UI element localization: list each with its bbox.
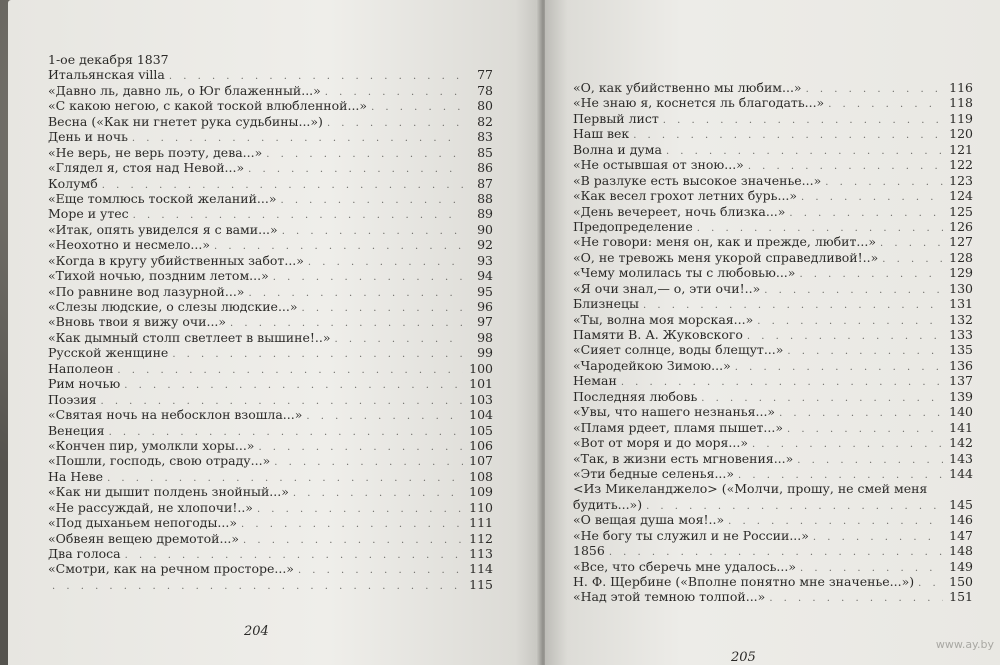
toc-entry-page: 109: [469, 484, 493, 500]
toc-entry-title: Наполеон: [48, 360, 114, 376]
toc-leader-dots: [298, 563, 463, 578]
toc-entry: [573, 204, 973, 219]
toc-leader-dots: [248, 162, 463, 177]
toc-entry-title: «Так, в жизни есть мгновения...»: [573, 450, 794, 466]
toc-entry: [48, 237, 493, 252]
toc-entry: [48, 284, 493, 299]
toc-entry-page: 145: [949, 496, 973, 512]
toc-leader-dots: [334, 332, 463, 347]
toc-entry: [573, 481, 973, 496]
toc-entry: [48, 438, 493, 453]
toc-entry: [48, 67, 493, 82]
toc-entry-title: Русской женщине: [48, 345, 169, 361]
toc-entry-page: 97: [477, 314, 493, 330]
right-page-number: 205: [731, 650, 756, 665]
toc-entry-title: «Итак, опять увиделся я с вами...»: [48, 221, 278, 237]
toc-entry: [573, 342, 973, 357]
toc-entry-title: Неман: [573, 373, 617, 389]
toc-entry: [48, 330, 493, 345]
toc-entry: [573, 188, 973, 203]
toc-entry: [48, 561, 493, 576]
toc-entry-title: «Пламя рдеет, пламя пышет...»: [573, 419, 783, 435]
toc-entry: [48, 160, 493, 175]
toc-leader-dots: [787, 344, 943, 359]
toc-leader-dots: [797, 453, 943, 468]
toc-entry-title: «Не богу ты служил и не России...»: [573, 527, 809, 543]
toc-leader-dots: [769, 591, 943, 606]
toc-entry-page: 132: [949, 311, 973, 327]
toc-entry-page: 141: [949, 419, 973, 435]
toc-entry-page: 120: [949, 126, 973, 142]
toc-leader-dots: [880, 236, 943, 251]
toc-entry: [573, 435, 973, 450]
toc-leader-dots: [757, 314, 943, 329]
toc-entry-page: 127: [949, 234, 973, 250]
toc-entry-page: 118: [949, 95, 973, 111]
toc-entry: [573, 404, 973, 419]
toc-entry-page: 108: [469, 468, 493, 484]
toc-entry-title: Колумб: [48, 175, 98, 191]
toc-entry-page: 83: [477, 129, 493, 145]
toc-entry: [48, 191, 493, 206]
toc-entry: [48, 83, 493, 98]
watermark: www.ay.by: [935, 638, 994, 651]
toc-leader-dots: [273, 270, 463, 285]
toc-entry-title: Весна («Как ни гнетет рука судьбины...»): [48, 113, 323, 129]
right-page: [545, 0, 1000, 665]
toc-entry-page: 104: [469, 407, 493, 423]
toc-leader-dots: [293, 486, 463, 501]
toc-entry-title: Венеция: [48, 422, 105, 438]
toc-entry-title: На Неве: [48, 468, 104, 484]
toc-entry-page: 115: [469, 576, 493, 592]
toc-leader-dots: [243, 533, 463, 548]
toc-entry-title: «Не верь, не верь поэту, дева...»: [48, 144, 263, 160]
toc-leader-dots: [117, 363, 463, 378]
toc-entry-page: 99: [477, 345, 493, 361]
toc-entry-title: «Чародейкою Зимою...»: [573, 357, 731, 373]
toc-entry-title: Близнецы: [573, 296, 639, 312]
toc-entry-page: 111: [469, 515, 493, 531]
toc-entry: [573, 327, 973, 342]
toc-entry-title: «Как дымный столп светлеет в вышине!..»: [48, 329, 331, 345]
toc-entry: [48, 515, 493, 530]
toc-entry-title: «Тихой ночью, поздним летом...»: [48, 268, 269, 284]
toc-entry-page: 80: [477, 98, 493, 114]
toc-entry-title: «Увы, что нашего незнанья...»: [573, 404, 776, 420]
toc-entry: [48, 253, 493, 268]
toc-leader-dots: [302, 301, 463, 316]
toc-entry: [48, 52, 493, 67]
toc-entry-page: 128: [949, 249, 973, 265]
toc-leader-dots: [282, 224, 463, 239]
toc-leader-dots: [918, 576, 943, 591]
toc-entry: [48, 407, 493, 422]
toc-entry-title: «С какою негою, с какой тоской влюбленной...»: [48, 98, 368, 114]
toc-entry-page: 147: [949, 527, 973, 543]
toc-entry-page: 126: [949, 218, 973, 234]
toc-entry-title: «Пошли, господь, свою отраду...»: [48, 453, 271, 469]
toc-leader-dots: [806, 82, 943, 97]
toc-entry-page: 140: [949, 404, 973, 420]
toc-entry: [573, 420, 973, 435]
toc-entry: [48, 268, 493, 283]
toc-entry-title: «Как ни дышит полдень знойный...»: [48, 484, 289, 500]
toc-entry-page: 146: [949, 512, 973, 528]
toc-entry-page: 103: [469, 391, 493, 407]
toc-entry-page: 93: [477, 252, 493, 268]
toc-leader-dots: [266, 147, 463, 162]
toc-entry-title: «Не говори: меня он, как и прежде, любит...»: [573, 234, 876, 250]
toc-entry-page: 87: [477, 175, 493, 191]
toc-entry-title: «Вот от моря и до моря...»: [573, 435, 748, 451]
toc-entry: [48, 98, 493, 113]
toc-entry-title: Итальянская villa: [48, 67, 165, 83]
toc-entry-title: «О, не тревожь меня укорой справедливой!..»: [573, 249, 879, 265]
toc-entry: [573, 111, 973, 126]
toc-entry-page: 92: [477, 237, 493, 253]
toc-entry-title: «Эти бедные селенья...»: [573, 465, 735, 481]
toc-entry-title: «В разлуке есть высокое значенье...»: [573, 172, 822, 188]
toc-entry: [573, 589, 973, 604]
toc-entry: [573, 543, 973, 558]
toc-entry-page: 116: [949, 80, 973, 95]
toc-entry: [573, 80, 973, 95]
toc-entry-title: Первый лист: [573, 110, 659, 126]
toc-entry: [573, 281, 973, 296]
toc-entry: [48, 222, 493, 237]
toc-entry-title: «Давно ль, давно ль, о Юг блаженный...»: [48, 82, 321, 98]
toc-entry-page: 88: [477, 190, 493, 206]
toc-entry: [573, 466, 973, 481]
toc-entry-page: 119: [949, 110, 973, 126]
toc-entry: [573, 95, 973, 110]
toc-entry-title: 1-ое декабря 1837: [48, 52, 169, 67]
toc-entry-title: «Когда в кругу убийственных забот...»: [48, 252, 304, 268]
toc-entry-page: 136: [949, 357, 973, 373]
toc-entry-page: 96: [477, 299, 493, 314]
toc-entry: [48, 376, 493, 391]
toc-entry-title: <Из Микеланджело> («Молчи, прошу, не смей меня: [573, 481, 928, 497]
toc-entry: [48, 299, 493, 314]
toc-entry: [48, 546, 493, 561]
toc-entry-title: Наш век: [573, 126, 630, 142]
toc-leader-dots: [789, 206, 943, 221]
toc-entry-title: «Я очи знал,— о, эти очи!..»: [573, 280, 761, 296]
toc-leader-dots: [257, 502, 463, 517]
toc-entry-page: 124: [949, 188, 973, 204]
toc-entry-page: 122: [949, 157, 973, 173]
toc-entry-title: «Обвеян вещею дремотой...»: [48, 530, 240, 546]
toc-entry-page: 77: [477, 67, 493, 83]
toc-entry-page: 137: [949, 373, 973, 389]
toc-entry: [48, 484, 493, 499]
toc-entry: [48, 206, 493, 221]
toc-entry: [573, 219, 973, 234]
toc-entry-page: 112: [469, 530, 493, 546]
toc-leader-dots: [258, 440, 463, 455]
toc-entry-page: 89: [477, 206, 493, 222]
toc-leader-dots: [371, 100, 463, 115]
toc-entry-page: 151: [949, 589, 973, 605]
toc-entry-page: 95: [477, 283, 493, 299]
toc-entry: [48, 500, 493, 515]
toc-entry-title: «Вновь твои я вижу очи...»: [48, 314, 227, 330]
toc-leader-dots: [327, 116, 463, 131]
toc-entry-page: 131: [949, 296, 973, 312]
toc-entry: [573, 451, 973, 466]
toc-leader-dots: [813, 530, 943, 545]
toc-leader-dots: [52, 579, 463, 594]
toc-entry: [573, 373, 973, 388]
toc-entry: [48, 314, 493, 329]
toc-leader-dots: [799, 267, 943, 282]
toc-leader-dots: [787, 422, 943, 437]
toc-entry-title: будить...»): [573, 496, 643, 512]
toc-entry-title: Волна и дума: [573, 141, 662, 157]
toc-entry: [573, 173, 973, 188]
toc-entry-page: 110: [469, 499, 493, 515]
toc-entry-page: 98: [477, 329, 493, 345]
toc-leader-dots: [663, 113, 943, 128]
toc-entry-page: 123: [949, 172, 973, 188]
toc-entry-page: 150: [949, 574, 973, 589]
toc-entry: [573, 574, 973, 589]
toc-entry-title: «Не знаю я, коснется ль благодать...»: [573, 95, 825, 111]
toc-leader-dots: [828, 97, 943, 112]
toc-entry-title: «Еще томлюсь тоской желаний...»: [48, 190, 277, 206]
toc-entry-page: 82: [477, 113, 493, 129]
toc-entry-title: Памяти В. А. Жуковского: [573, 327, 743, 342]
toc-entry-title: Поэзия: [48, 391, 97, 407]
toc-entry-title: «Чему молилась ты с любовью...»: [573, 265, 796, 281]
toc-entry: [48, 129, 493, 144]
toc-entry-page: 139: [949, 388, 973, 404]
toc-entry-page: 85: [477, 144, 493, 160]
toc-entry: [573, 234, 973, 249]
toc-entry-title: «Не остывшая от зною...»: [573, 157, 744, 173]
toc-entry: [573, 528, 973, 543]
toc-entry: [48, 114, 493, 129]
toc-leader-dots: [779, 406, 943, 421]
toc-entry-page: 90: [477, 221, 493, 237]
toc-leader-dots: [882, 252, 943, 267]
toc-entry-page: 100: [469, 360, 493, 376]
toc-entry-page: 86: [477, 160, 493, 176]
toc-entry: [48, 176, 493, 191]
toc-entry-title: «Как весел грохот летних бурь...»: [573, 188, 798, 204]
toc-leader-dots: [306, 409, 463, 424]
toc-entry-title: «Слезы людские, о слезы людские...»: [48, 299, 298, 314]
toc-leader-dots: [280, 193, 463, 208]
toc-entry: [573, 157, 973, 172]
toc-entry: [573, 142, 973, 157]
toc-entry: [48, 361, 493, 376]
toc-entry-title: «Святая ночь на небосклон взошла...»: [48, 407, 303, 423]
toc-entry: [48, 531, 493, 546]
toc-entry-title: Рим ночью: [48, 376, 121, 392]
toc-entry: [573, 250, 973, 265]
toc-entry: [573, 296, 973, 311]
toc-entry-page: 106: [469, 437, 493, 453]
toc-entry-title: «День вечереет, ночь близка...»: [573, 203, 786, 219]
toc-leader-dots: [241, 517, 463, 532]
toc-entry-page: 114: [469, 561, 493, 577]
toc-entry-page: 78: [477, 82, 493, 98]
toc-entry-page: 130: [949, 280, 973, 296]
toc-leader-dots: [633, 128, 943, 143]
toc-entry-page: 94: [477, 268, 493, 284]
toc-leader-dots: [764, 283, 943, 298]
toc-entry-page: 148: [949, 543, 973, 559]
toc-entry: [48, 423, 493, 438]
toc-entry-page: 105: [469, 422, 493, 438]
toc-entry-title: Море и утес: [48, 206, 129, 222]
toc-entry-page: 144: [949, 465, 973, 481]
toc-entry: [48, 469, 493, 484]
toc-entry-page: 107: [469, 453, 493, 469]
toc-entry-title: «Не рассуждай, не хлопочи!..»: [48, 499, 253, 515]
right-toc-list: [573, 80, 973, 605]
toc-entry-page: 125: [949, 203, 973, 219]
toc-entry-title: «О вещая душа моя!..»: [573, 512, 725, 528]
toc-entry: [573, 265, 973, 280]
toc-leader-dots: [825, 175, 943, 190]
toc-entry-title: Н. Ф. Щербине («Вполне понятно мне значенье...»): [573, 574, 915, 589]
toc-leader-dots: [801, 190, 943, 205]
toc-entry-title: «Смотри, как на речном просторе...»: [48, 561, 294, 577]
toc-entry-title: Последняя любовь: [573, 388, 698, 404]
toc-entry: [573, 312, 973, 327]
toc-entry-title: «Ты, волна моя морская...»: [573, 311, 754, 327]
toc-entry-page: 133: [949, 327, 973, 342]
toc-entry: [48, 392, 493, 407]
toc-entry: [48, 453, 493, 468]
toc-leader-dots: [308, 255, 463, 270]
toc-entry-page: 113: [469, 546, 493, 561]
toc-entry: [573, 358, 973, 373]
toc-entry-title: «Под дыханьем непогоды...»: [48, 515, 237, 531]
toc-entry: [573, 389, 973, 404]
toc-entry-page: 129: [949, 265, 973, 281]
toc-entry-title: «Все, что сберечь мне удалось...»: [573, 558, 796, 574]
left-page: [8, 0, 542, 665]
toc-leader-dots: [735, 360, 943, 375]
toc-entry-title: «Глядел я, стоя над Невой...»: [48, 160, 245, 176]
toc-entry: [573, 497, 973, 512]
toc-entry: [48, 345, 493, 360]
toc-entry-title: День и ночь: [48, 129, 128, 145]
toc-entry: [573, 126, 973, 141]
left-toc-list: [48, 52, 493, 592]
toc-entry: [573, 559, 973, 574]
toc-leader-dots: [124, 378, 463, 393]
toc-entry-page: 135: [949, 342, 973, 358]
toc-entry-page: 121: [949, 141, 973, 157]
toc-entry: [48, 145, 493, 160]
toc-entry: [573, 512, 973, 527]
toc-leader-dots: [172, 347, 463, 362]
toc-entry-title: «О, как убийственно мы любим...»: [573, 80, 802, 95]
toc-entry-title: Два голоса: [48, 546, 121, 561]
toc-entry-title: «Над этой темною толпой...»: [573, 589, 766, 605]
toc-entry-page: 142: [949, 435, 973, 451]
toc-entry-title: Предопределение: [573, 218, 693, 234]
toc-leader-dots: [274, 455, 463, 470]
toc-entry-title: «Неохотно и несмело...»: [48, 237, 210, 253]
left-page-number: 204: [244, 624, 269, 639]
toc-entry-title: «Кончен пир, умолкли хоры...»: [48, 437, 255, 453]
toc-entry-page: 149: [949, 558, 973, 574]
toc-entry-title: 1856: [573, 543, 605, 559]
toc-entry: [48, 577, 493, 592]
toc-entry-page: 101: [469, 376, 493, 392]
toc-entry-page: 143: [949, 450, 973, 466]
toc-entry-title: «Сияет солнце, воды блещут...»: [573, 342, 784, 358]
toc-entry-title: «По равнине вод лазурной...»: [48, 283, 245, 299]
